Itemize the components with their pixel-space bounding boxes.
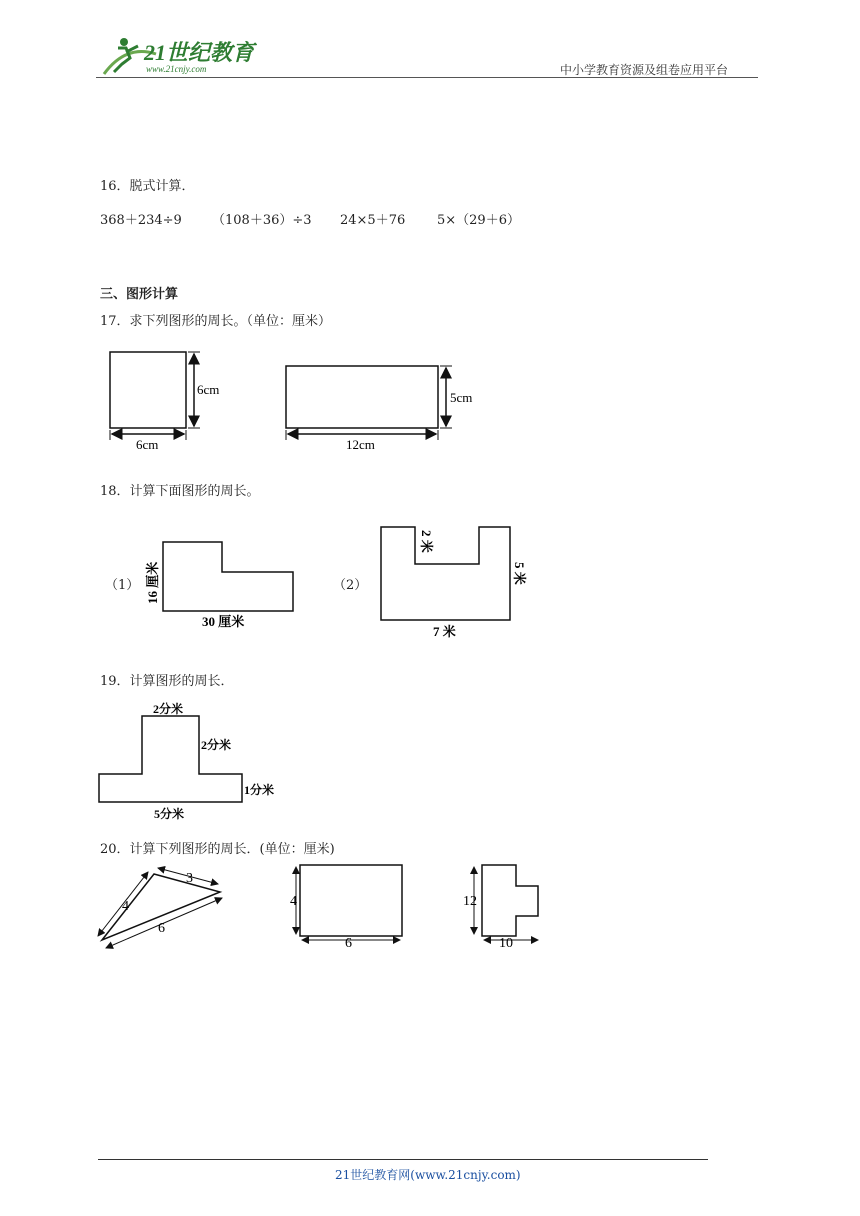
q17-rect-bottom-label: 12cm [346,437,375,452]
q19-bottom-label: 5分米 [154,807,185,821]
q17-figures [96,340,496,460]
q19-side-label: 1分米 [244,783,275,797]
q18-fig1-width-label: 30 厘米 [202,614,245,629]
q19-top-label: 2分米 [153,702,184,716]
q18-figures [130,520,550,645]
q17-square [110,352,186,428]
q18-title: 18．计算下面图形的周长。 [100,484,260,499]
site-logo [96,34,266,82]
q17-rect-side-label: 5cm [450,390,473,405]
q20-shape-height: 12 [463,894,477,909]
q20-title: 20．计算下列图形的周长．(单位：厘米) [100,842,335,857]
q18-fig2-tag: （2） [333,578,368,593]
header-platform-text: 中小学教育资源及组卷应用平台 [560,63,729,77]
q18-fig1-shape [163,542,293,611]
q20-rect [300,865,402,936]
q16-expr-3: 24×5＋76 [340,213,406,228]
q18-fig2-shape [381,527,510,620]
q17-square-bottom-label: 6cm [136,437,159,452]
q16-title: 16．脱式计算． [100,179,195,194]
q16-expr-2: （108＋36）÷3 [212,213,312,228]
q20-shape-width: 10 [499,936,513,951]
q20-tri-side-c: 6 [158,921,165,936]
q17-rect [286,366,438,428]
q17-square-side-label: 6cm [197,382,220,397]
q19-title: 19．计算图形的周长． [100,674,234,689]
q18-fig2-notch-label: 2 米 [419,530,434,553]
footer-divider [98,1159,708,1160]
q20-rect-width: 6 [345,936,352,951]
logo-text: 21世纪教育 [144,40,255,65]
header-divider [96,77,758,78]
section-title: 三、图形计算 [100,287,179,302]
q19-mid-label: 2分米 [201,738,232,752]
q16-expr-4: 5×（29＋6） [437,213,520,228]
footer-text: 21世纪教育网(www.21cnjy.com) [335,1168,521,1182]
logo-url: www.21cnjy.com [146,64,207,74]
q17-title: 17．求下列图形的周长。（单位：厘米） [100,314,332,329]
q18-fig2-width-label: 7 米 [433,624,456,639]
q18-fig2-height-label: 5 米 [512,562,527,585]
q20-tri-side-b: 3 [186,871,193,886]
q20-tri-side-a: 4 [122,899,129,914]
q18-fig1-height-label: 16 厘米 [145,561,160,604]
q19-shape [99,716,242,802]
q18-fig1-tag: （1） [105,578,140,593]
q19-figure [96,698,296,828]
q20-rect-height: 4 [290,894,297,909]
q20-figures [96,860,556,956]
q16-expr-1: 368＋234÷9 [100,213,182,228]
q20-notched-shape [482,865,538,936]
